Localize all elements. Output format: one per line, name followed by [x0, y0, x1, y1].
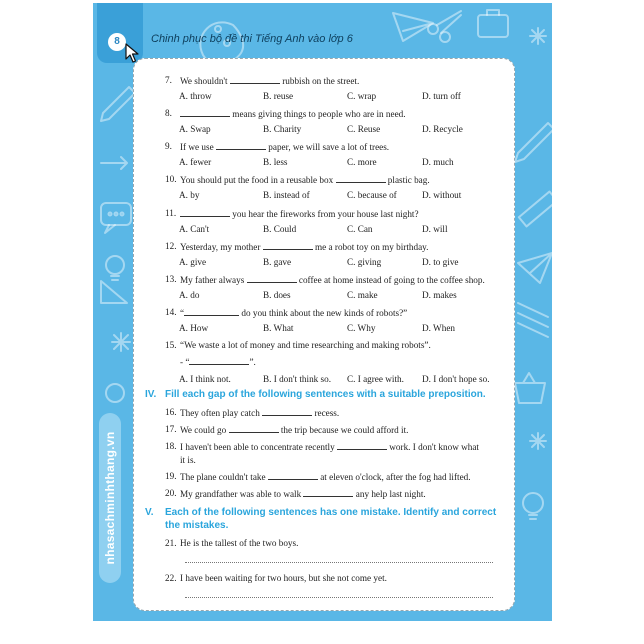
answer-option: D. without — [422, 190, 462, 200]
question-18-continued: it is. — [180, 455, 196, 465]
section-iv-numeral: IV. — [145, 389, 157, 400]
answer-option: D. will — [422, 224, 448, 234]
answer-option: D. much — [422, 157, 454, 167]
question-14-text: “ do you think about the new kinds of robots?” — [180, 308, 408, 318]
question-13-text: My father always coffee at home instead of going to the coffee shop. — [180, 275, 485, 285]
answer-dotted-line — [185, 597, 493, 598]
answer-blank — [262, 407, 312, 416]
answer-option: D. makes — [422, 290, 457, 300]
answer-blank — [247, 274, 297, 283]
publisher-brand-tab — [99, 413, 121, 583]
answer-option: C. I agree with. — [347, 374, 404, 384]
question-13-number: 13. — [165, 274, 177, 284]
answer-option: C. Reuse — [347, 124, 381, 134]
answer-option: A. do — [179, 290, 200, 300]
answer-option: C. because of — [347, 190, 397, 200]
answer-option: A. fewer — [179, 157, 212, 167]
question-21-number: 21. — [165, 538, 177, 548]
question-22-text: I have been waiting for two hours, but she not come yet. — [180, 573, 387, 583]
question-20-text: My grandfather was able to walk any help last night. — [180, 489, 426, 499]
answer-option: D. turn off — [422, 91, 461, 101]
section-v-title-line2: the mistakes. — [165, 520, 229, 531]
question-12-text: Yesterday, my mother me a robot toy on my birthday. — [180, 242, 429, 252]
answer-dotted-line — [185, 562, 493, 563]
question-18-text: I haven't been able to concentrate recently work. I don't know what — [180, 442, 479, 452]
answer-option: D. Recycle — [422, 124, 463, 134]
question-7-text: We shouldn't rubbish on the street. — [180, 76, 360, 86]
section-v-numeral: V. — [145, 507, 154, 518]
answer-option: B. does — [263, 290, 291, 300]
answer-blank — [337, 441, 387, 450]
answer-blank — [229, 424, 279, 433]
answer-option: C. giving — [347, 257, 382, 267]
question-8-text: means giving things to people who are in need. — [180, 108, 406, 119]
answer-option: B. instead of — [263, 190, 310, 200]
question-15-number: 15. — [165, 340, 177, 350]
question-10-text: You should put the food in a reusable box plastic bag. — [180, 175, 430, 185]
answer-option: A. by — [179, 190, 200, 200]
answer-option: A. I think not. — [179, 374, 231, 384]
answer-blank — [184, 307, 239, 316]
answer-option: B. Charity — [263, 124, 302, 134]
section-iv-title: Fill each gap of the following sentences with a suitable preposition. — [165, 389, 486, 400]
answer-blank — [336, 174, 386, 183]
question-16-text: They often play catch recess. — [180, 408, 340, 418]
answer-option: C. Why — [347, 323, 376, 333]
answer-blank — [189, 356, 249, 365]
question-17-text: We could go the trip because we could afford it. — [180, 425, 409, 435]
answer-option: B. gave — [263, 257, 292, 267]
answer-option: C. wrap — [347, 91, 377, 101]
answer-option: B. Could — [263, 224, 297, 234]
answer-option: A. throw — [179, 91, 212, 101]
answer-option: C. make — [347, 290, 378, 300]
answer-option: A. How — [179, 323, 209, 333]
question-11-number: 11. — [165, 208, 177, 218]
question-15-reply: - “ ”. — [180, 357, 256, 367]
answer-blank — [180, 208, 230, 217]
book-title: Chinh phục bộ đề thi Tiếng Anh vào lớp 6 — [151, 33, 353, 45]
answer-option: A. give — [179, 257, 207, 267]
answer-blank — [230, 75, 280, 84]
publisher-website: nhasachminhthang.vn — [103, 431, 117, 565]
answer-option: D. When — [422, 323, 455, 333]
answer-option: B. I don't think so. — [263, 374, 332, 384]
section-v-title-line1: Each of the following sentences has one mistake. Identify and correct — [165, 507, 497, 518]
page-number: 8 — [108, 33, 126, 51]
answer-option: C. Can — [347, 224, 373, 234]
question-7-number: 7. — [165, 75, 172, 85]
answer-option: D. I don't hope so. — [422, 374, 490, 384]
answer-option: B. less — [263, 157, 288, 167]
question-9-text: If we use paper, we will save a lot of trees. — [180, 142, 390, 152]
answer-blank — [263, 241, 313, 250]
question-17-number: 17. — [165, 424, 177, 434]
question-22-number: 22. — [165, 573, 177, 583]
answer-blank — [268, 471, 318, 480]
answer-option: B. What — [263, 323, 294, 333]
question-18-number: 18. — [165, 441, 177, 451]
question-12-number: 12. — [165, 241, 177, 251]
question-19-number: 19. — [165, 471, 177, 481]
question-8-number: 8. — [165, 108, 172, 118]
answer-blank — [303, 488, 353, 497]
question-11-text: you hear the fireworks from your house last night? — [180, 208, 419, 219]
answer-blank — [216, 141, 266, 150]
question-15-text: “We waste a lot of money and time researching and making robots”. — [180, 340, 431, 350]
answer-option: C. more — [347, 157, 377, 167]
answer-option: A. Swap — [179, 124, 211, 134]
question-19-text: The plane couldn't take at eleven o'clock, after the fog had lifted. — [180, 472, 471, 482]
question-21-text: He is the tallest of the two boys. — [180, 538, 299, 548]
question-9-number: 9. — [165, 141, 172, 151]
answer-blank — [180, 108, 230, 117]
question-10-number: 10. — [165, 174, 177, 184]
question-14-number: 14. — [165, 307, 177, 317]
answer-option: A. Can't — [179, 224, 210, 234]
question-16-number: 16. — [165, 407, 177, 417]
question-20-number: 20. — [165, 488, 177, 498]
answer-option: D. to give — [422, 257, 459, 267]
answer-option: B. reuse — [263, 91, 294, 101]
